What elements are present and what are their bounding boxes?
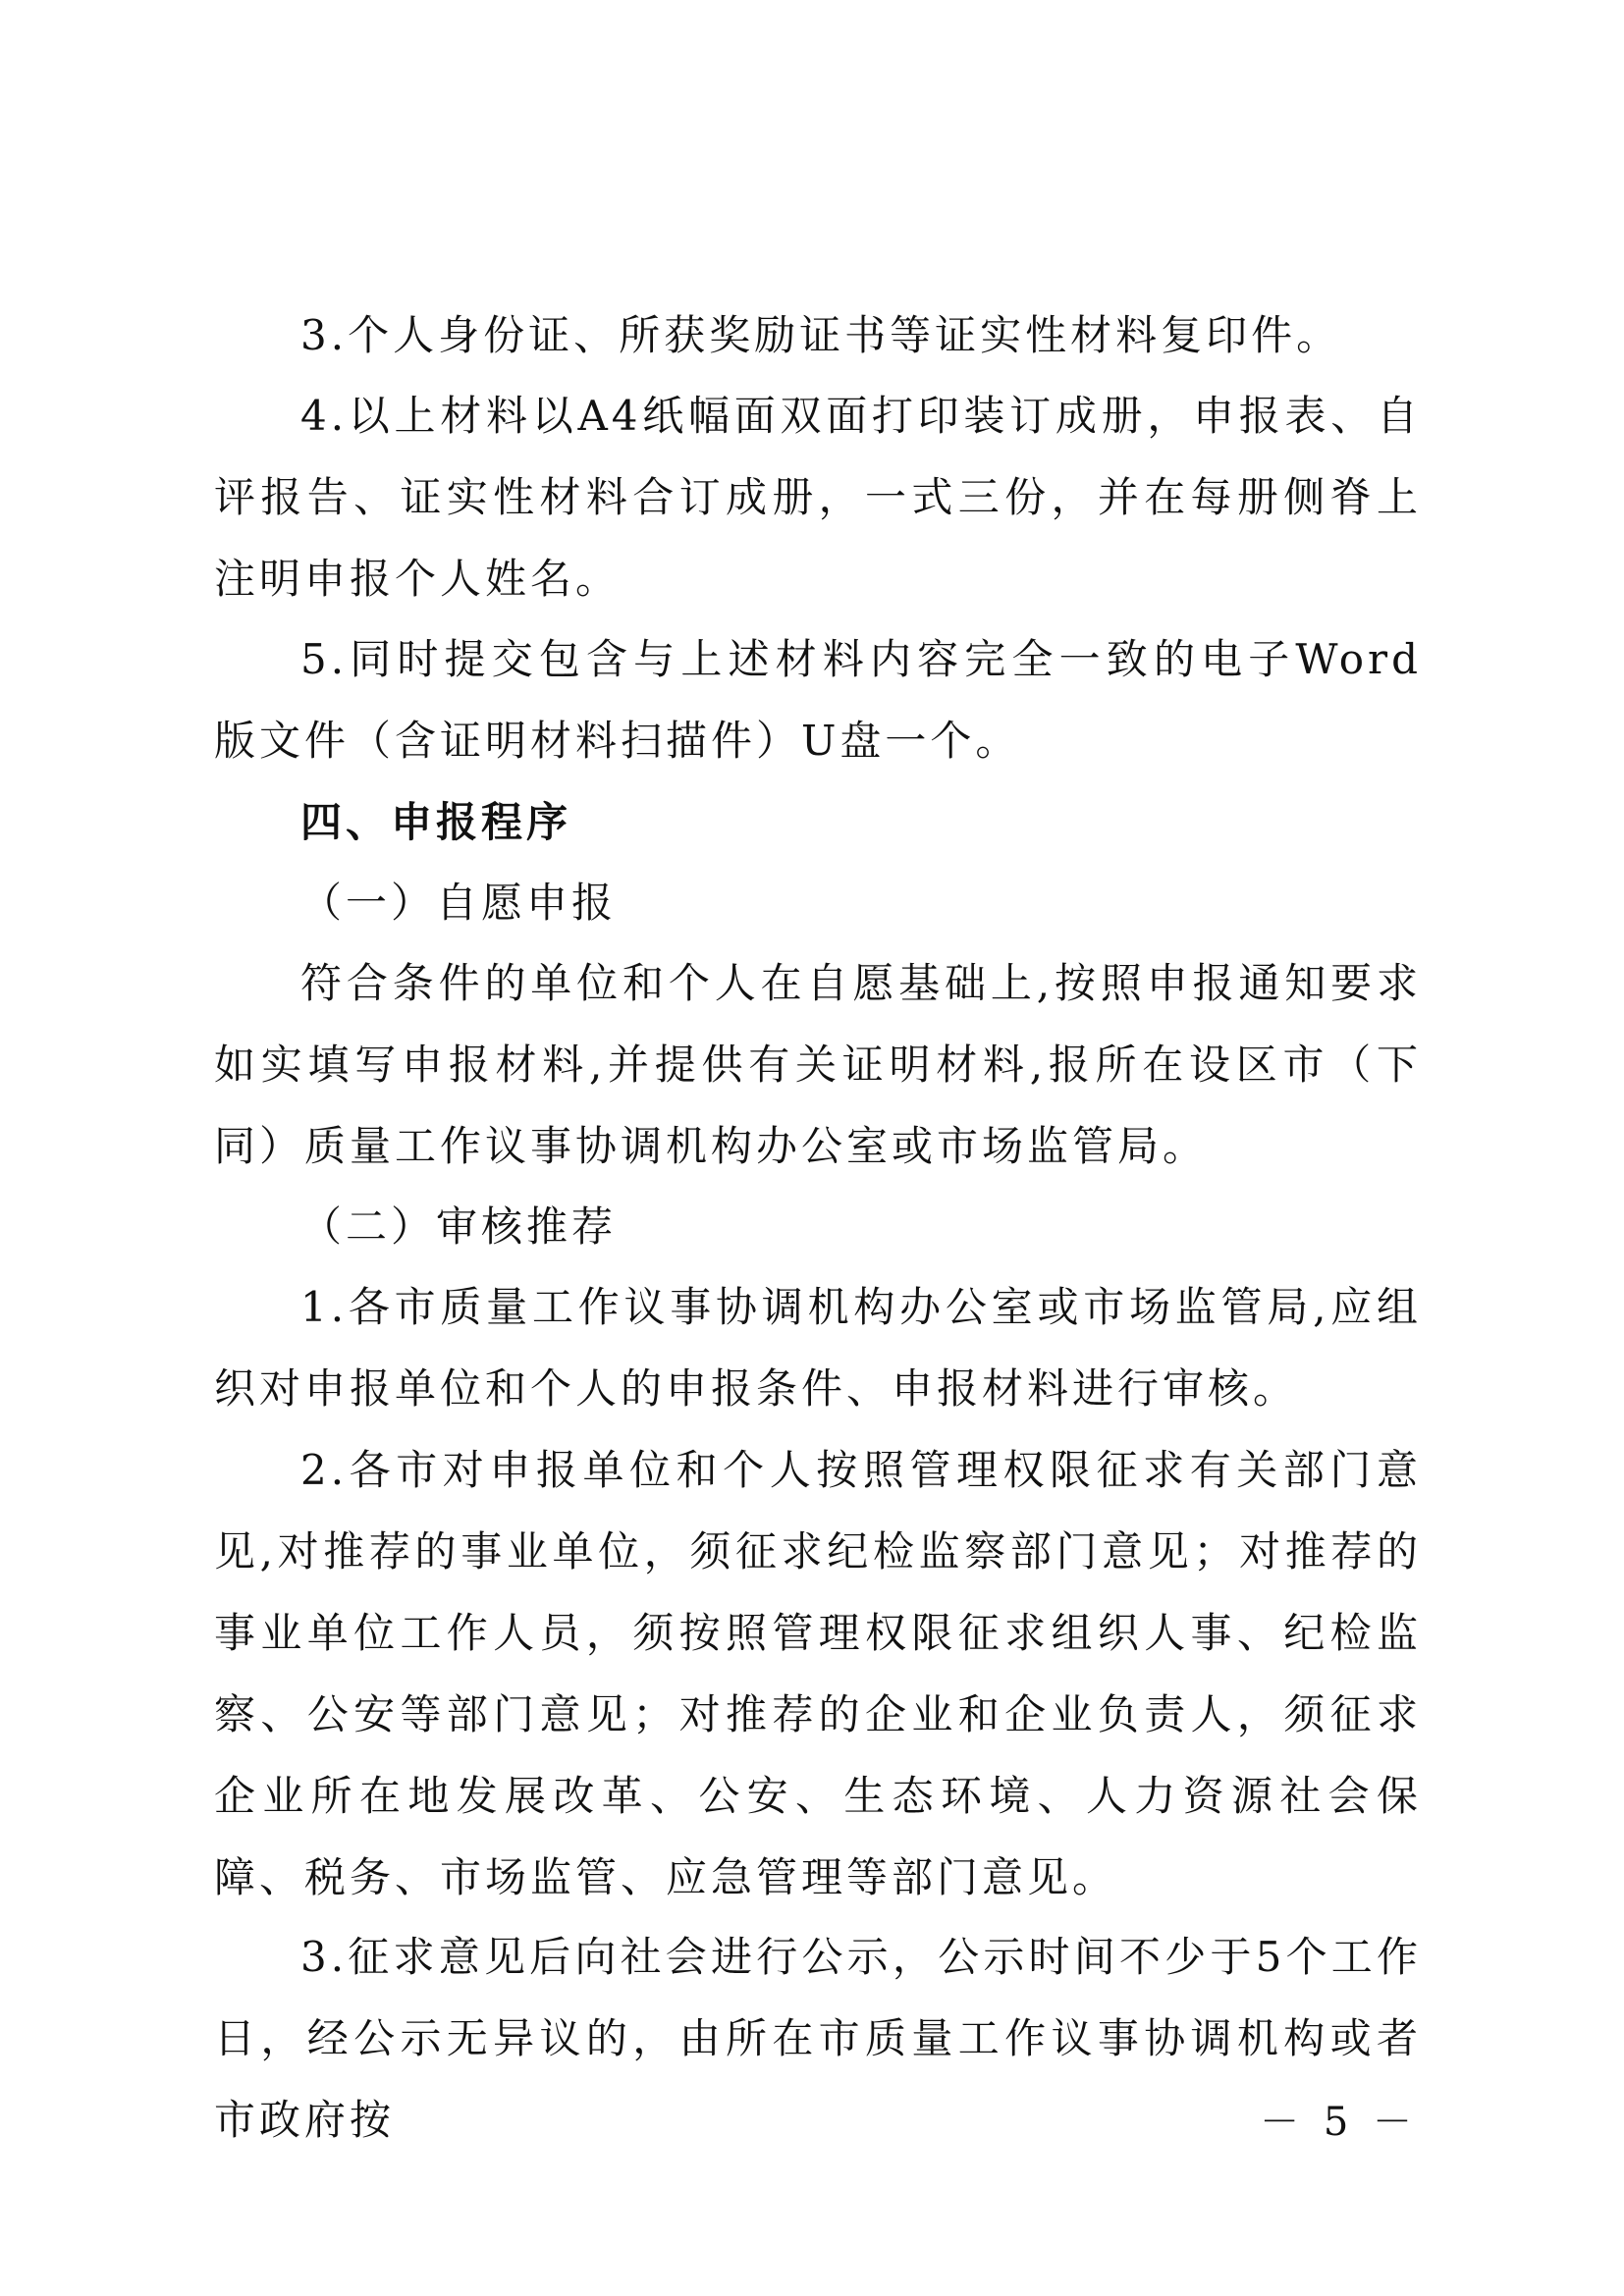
paragraph-item-3: 3.个人身份证、所获奖励证书等证实性材料复印件。 <box>300 311 1342 359</box>
section-heading: 四、申报程序 <box>300 798 572 846</box>
paragraph-review-item-3: 3.征求意见后向社会进行公示，公示时间不少于5个工作日，经公示无异议的，由所在市质量工作议事协调机构或者市政府按 <box>214 1933 1422 2144</box>
subsection-heading-2: （二）审核推荐 <box>300 1202 618 1251</box>
paragraph-review-item-2: 2.各市对申报单位和个人按照管理权限征求有关部门意见,对推荐的事业单位，须征求纪检监察部门意见；对推荐的事业单位工作人员，须按照管理权限征求组织人事、纪检监察、公安等部门意见；对推荐的企业和企业负责人，须征求企业所在地发展改革、公安、生态环境、人力资源社会保障、税务、市场监管、应急管理等部门意见。 <box>214 1446 1422 1901</box>
paragraph-review-item-1: 1.各市质量工作议事协调机构办公室或市场监管局,应组织对申报单位和个人的申报条件、申报材料进行审核。 <box>214 1283 1422 1413</box>
page-number: － 5 － <box>1260 2100 1418 2145</box>
document-page <box>214 0 1422 2296</box>
paragraph-item-4: 4.以上材料以A4纸幅面双面打印装订成册，申报表、自评报告、证实性材料合订成册，一式三份，并在每册侧脊上注明申报个人姓名。 <box>214 392 1422 603</box>
paragraph-item-5: 5.同时提交包含与上述材料内容完全一致的电子Word版文件（含证明材料扫描件）U盘一个。 <box>214 635 1422 765</box>
subsection-heading-1: （一）自愿申报 <box>300 879 618 927</box>
paragraph-voluntary-application: 符合条件的单位和个人在自愿基础上,按照申报通知要求如实填写申报材料,并提供有关证明材料,报所在设区市（下同）质量工作议事协调机构办公室或市场监管局。 <box>214 959 1422 1170</box>
